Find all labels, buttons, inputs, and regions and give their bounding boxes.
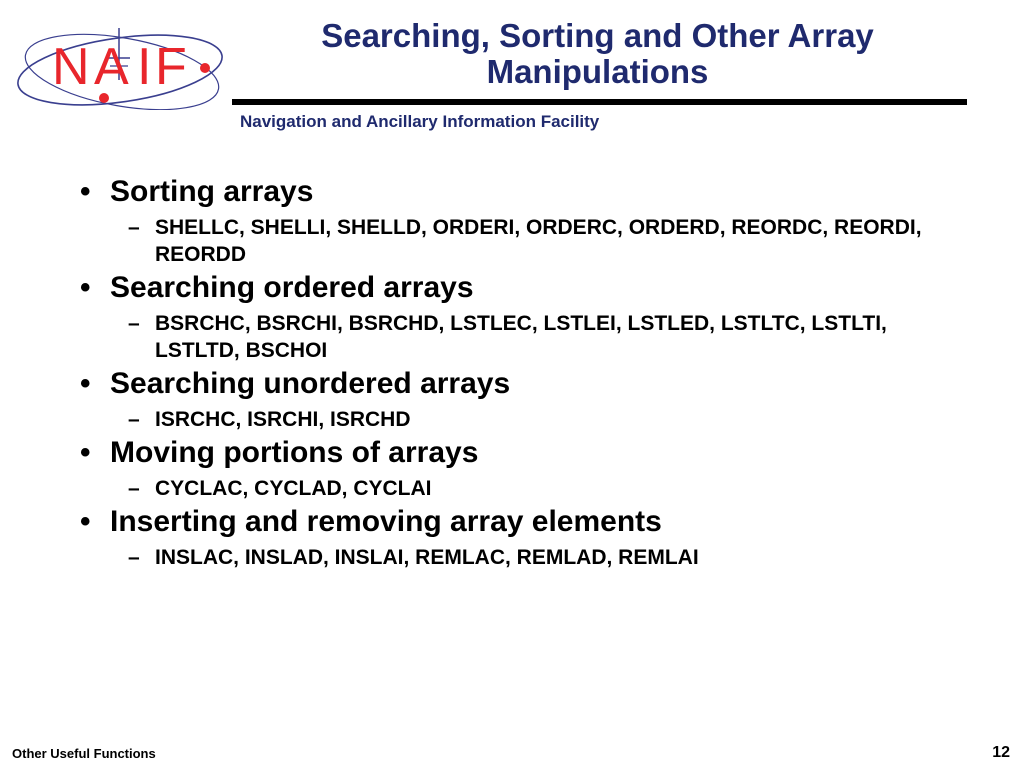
bullet-item [80, 364, 980, 404]
bullet-group [80, 364, 980, 433]
bullet-dot: • [80, 505, 91, 538]
svg-text:I: I [137, 38, 152, 96]
bullet-dot: • [80, 175, 91, 208]
bullet-dot: • [80, 367, 91, 400]
organization-subtitle: Navigation and Ancillary Information Facility [240, 112, 600, 131]
bullet-list [80, 172, 980, 571]
page-number: 12 [992, 744, 1010, 761]
svg-text:F: F [155, 38, 187, 96]
bullet-dot: • [80, 436, 91, 469]
page-title: Searching, Sorting and Other Array Manipulations [321, 17, 874, 90]
bullet-label: Inserting and removing array elements [110, 505, 662, 538]
bullet-label: Searching ordered arrays [110, 271, 474, 304]
sub-bullet-dash: – [128, 312, 140, 335]
sub-bullet-text: CYCLAC, CYCLAD, CYCLAI [155, 477, 432, 500]
bullet-item [80, 268, 980, 308]
sub-bullet-text: ISRCHC, ISRCHI, ISRCHD [155, 408, 411, 431]
sub-bullet-dash: – [128, 477, 140, 500]
sub-bullet-item [128, 310, 980, 364]
sub-bullet-dash: – [128, 216, 140, 239]
sub-bullet-text: SHELLC, SHELLI, SHELLD, ORDERI, ORDERC, ORDERD, REORDC, REORDI, REORDD [155, 216, 922, 266]
bullet-group [80, 433, 980, 502]
sub-bullet-item [128, 475, 980, 502]
bullet-item [80, 502, 980, 542]
sub-bullet-item [128, 406, 980, 433]
bullet-label: Sorting arrays [110, 175, 314, 208]
naif-orbit-logo-icon [10, 20, 235, 110]
bullet-group [80, 172, 980, 268]
sub-bullet-dash: – [128, 408, 140, 431]
bullet-group [80, 268, 980, 364]
svg-text:A: A [94, 38, 129, 96]
bullet-label: Moving portions of arrays [110, 436, 479, 469]
bullet-label: Searching unordered arrays [110, 367, 511, 400]
naif-logo [10, 20, 235, 110]
footer-section-title: Other Useful Functions [12, 746, 156, 761]
bullet-item [80, 172, 980, 212]
sub-bullet-dash: – [128, 546, 140, 569]
sub-bullet-item [128, 544, 980, 571]
svg-text:N: N [52, 38, 92, 96]
sub-bullet-text: INSLAC, INSLAD, INSLAI, REMLAC, REMLAD, REMLAI [155, 546, 699, 569]
bullet-item [80, 433, 980, 473]
bullet-dot: • [80, 271, 91, 304]
bullet-group [80, 502, 980, 571]
title-divider [232, 99, 967, 105]
sub-bullet-item [128, 214, 980, 268]
sub-bullet-text: BSRCHC, BSRCHI, BSRCHD, LSTLEC, LSTLEI, LSTLED, LSTLTC, LSTLTI, LSTLTD, BSCHOI [155, 312, 887, 362]
